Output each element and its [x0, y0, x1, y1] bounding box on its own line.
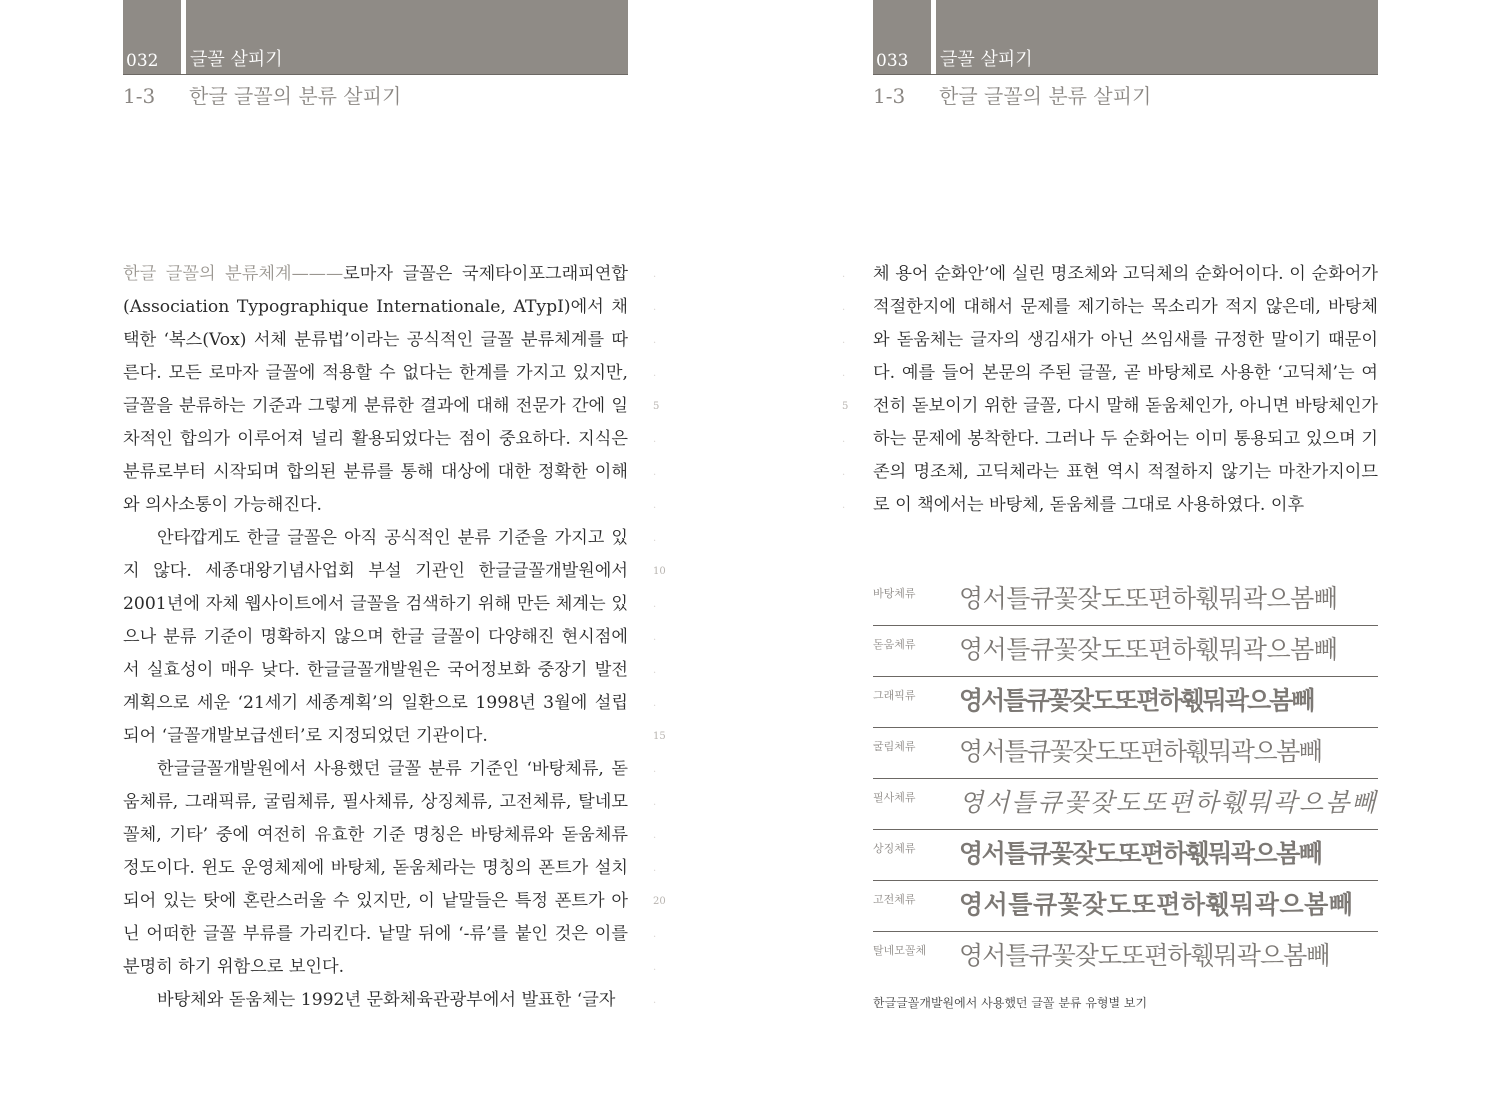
line-number: 10	[653, 566, 666, 577]
specimen-sample: 영서틀큐꽃잦도또편하훿뭐곽으봄빼	[959, 686, 1314, 715]
section-title: 한글 글꼴의 분류 살피기	[189, 84, 402, 108]
running-title-box	[186, 0, 628, 75]
page-number-box	[123, 0, 181, 75]
line-number: .	[653, 962, 657, 973]
running-header	[873, 0, 1378, 75]
section-number: 1-3	[123, 84, 156, 108]
line-number: .	[653, 533, 657, 544]
section-number: 1-3	[873, 84, 906, 108]
line-number: 20	[653, 896, 666, 907]
line-number: .	[653, 995, 657, 1006]
paragraph: 한글 글꼴의 분류체계———로마자 글꼴은 국제타이포그래피연합(Association Typographique Internationale, ATypI)에서 채택한 ‘복스(Vox) 서체 분류법’이라는 공식적인 글꼴 분류체계를 따른다. 모든 로마자 글꼴에 적용할 수 없다는 한계를 가지고 있지만, 글꼴을 분류하는 기준과 그렇게 분류한 결과에 대해 전문가 간에 일차적인 합의가 이루어져 널리 활용되었다는 점이 중요하다. 지식은 분류로부터 시작되며 합의된 분류를 통해 대상에 대한 정확한 이해와 의사소통이 가능해진다.	[123, 264, 628, 515]
specimen-sample: 영서틀큐꽃잦도또편하훿뭐곽으봄빼	[959, 584, 1338, 613]
paragraph: 체 용어 순화안’에 실린 명조체와 고딕체의 순화어이다. 이 순화어가 적절한지에 대해서 문제를 제기하는 목소리가 적지 않은데, 바탕체와 돋움체는 글자의 생김새가 아닌 쓰임새를 규정한 말이기 때문이다. 예를 들어 본문의 주된 글꼴, 곧 바탕체로 사용한 ‘고딕체’는 여전히 돋보이기 위한 글꼴, 다시 말해 돋움체인가, 아니면 바탕체인가 하는 문제에 봉착한다. 그러나 두 순화어는 이미 통용되고 있으며 기존의 명조체, 고딕체라는 표현 역시 적절하지 않기는 마찬가지이므로 이 책에서는 바탕체, 돋움체를 그대로 사용하였다. 이후	[873, 264, 1378, 515]
running-title: 글꼴 살피기	[190, 49, 283, 70]
line-number: .	[653, 830, 657, 841]
line-number: .	[653, 632, 657, 643]
specimen-label: 탈네모꼴체	[873, 944, 927, 957]
line-numbers	[653, 258, 673, 1017]
line-number: .	[653, 269, 657, 280]
header-rule	[123, 74, 628, 75]
section-heading	[873, 80, 1151, 109]
specimen-row	[873, 626, 1378, 677]
line-number: .	[653, 764, 657, 775]
line-number: .	[653, 665, 657, 676]
line-number: .	[842, 269, 846, 280]
line-number: .	[653, 335, 657, 346]
section-title: 한글 글꼴의 분류 살피기	[939, 84, 1152, 108]
line-number: .	[653, 599, 657, 610]
line-number: .	[653, 368, 657, 379]
paragraph: 안타깝게도 한글 글꼴은 아직 공식적인 분류 기준을 가지고 있지 않다. 세종대왕기념사업회 부설 기관인 한글글꼴개발원에서 2001년에 자체 웹사이트에서 글꼴을 검색하기 위해 만든 체계는 있으나 분류 기준이 명확하지 않으며 한글 글꼴이 다양해진 현시점에서 실효성이 매우 낮다. 한글글꼴개발원은 국어정보화 중장기 발전계획으로 세운 ‘21세기 세종계획’의 일환으로 1998년 3월에 설립되어 ‘글꼴개발보급센터’로 지정되었던 기관이다.	[123, 528, 628, 746]
specimen-label: 상징체류	[873, 842, 916, 855]
body-text	[123, 258, 628, 1017]
specimen-label: 바탕체류	[873, 587, 916, 600]
header-rule	[873, 74, 1378, 75]
specimen-sample: 영서틀큐꽃잦도또편하훿뭐곽으봄빼	[959, 890, 1354, 919]
running-title: 글꼴 살피기	[940, 49, 1033, 70]
line-number: .	[842, 368, 846, 379]
page-number: 032	[126, 51, 159, 71]
specimen-label: 필사체류	[873, 791, 916, 804]
specimen-row	[873, 779, 1378, 830]
specimen-row	[873, 728, 1378, 779]
line-number: .	[653, 500, 657, 511]
specimen-label: 돋움체류	[873, 638, 916, 651]
paragraph: 바탕체와 돋움체는 1992년 문화체육관광부에서 발표한 ‘글자	[157, 990, 616, 1010]
specimen-sample: 영서틀큐꽃잦도또편하훿뭐곽으봄빼	[959, 941, 1330, 970]
line-number: .	[842, 302, 846, 313]
specimen-sample: 영서틀큐꽃잦도또편하훿뭐곽으봄빼	[959, 737, 1322, 766]
body-text	[873, 258, 1378, 522]
specimen-row	[873, 932, 1378, 982]
running-header	[123, 0, 628, 75]
line-numbers	[842, 258, 862, 522]
line-number: .	[842, 467, 846, 478]
specimen-row	[873, 881, 1378, 932]
specimen-sample: 영서틀큐꽃잦도또편하훿뭐곽으봄빼	[959, 788, 1378, 817]
specimen-label: 그래픽류	[873, 689, 916, 702]
line-number: .	[653, 797, 657, 808]
figure-caption: 한글글꼴개발원에서 사용했던 글꼴 분류 유형별 보기	[873, 996, 1148, 1010]
specimen-row	[873, 830, 1378, 881]
line-number: .	[842, 335, 846, 346]
line-number: 5	[842, 401, 849, 412]
specimen-row	[873, 677, 1378, 728]
lead-heading: 한글 글꼴의 분류체계———	[123, 264, 344, 284]
page-number: 033	[876, 51, 909, 71]
specimen-sample: 영서틀큐꽃잦도또편하훿뭐곽으봄빼	[959, 839, 1322, 868]
line-number: .	[653, 698, 657, 709]
line-number: .	[842, 434, 846, 445]
page-number-box	[873, 0, 931, 75]
font-specimen-table	[873, 575, 1378, 982]
left-page	[123, 0, 666, 1110]
line-number: 5	[653, 401, 660, 412]
line-number: .	[653, 467, 657, 478]
specimen-label: 고전체류	[873, 893, 916, 906]
paragraph: 한글글꼴개발원에서 사용했던 글꼴 분류 기준인 ‘바탕체류, 돋움체류, 그래픽류, 굴림체류, 필사체류, 상징체류, 고전체류, 탈네모꼴체, 기타’ 중에 여전히 유효한 기준 명칭은 바탕체류와 돋움체류 정도이다. 윈도 운영체제에 바탕체, 돋움체라는 명칭의 폰트가 설치되어 있는 탓에 혼란스러울 수 있지만, 이 낱말들은 특정 폰트가 아닌 어떠한 글꼴 부류를 가리킨다. 낱말 뒤에 ‘-류’를 붙인 것은 이를 분명히 하기 위함으로 보인다.	[123, 759, 628, 977]
specimen-sample: 영서틀큐꽃잦도또편하훿뭐곽으봄빼	[959, 635, 1338, 664]
section-heading	[123, 80, 401, 109]
line-number: .	[653, 929, 657, 940]
right-page	[842, 0, 1378, 1110]
line-number: .	[653, 863, 657, 874]
line-number: .	[653, 434, 657, 445]
specimen-label: 굴림체류	[873, 740, 916, 753]
line-number: .	[842, 500, 846, 511]
specimen-row	[873, 575, 1378, 626]
line-number: 15	[653, 731, 666, 742]
line-number: .	[653, 302, 657, 313]
running-title-box	[936, 0, 1378, 75]
